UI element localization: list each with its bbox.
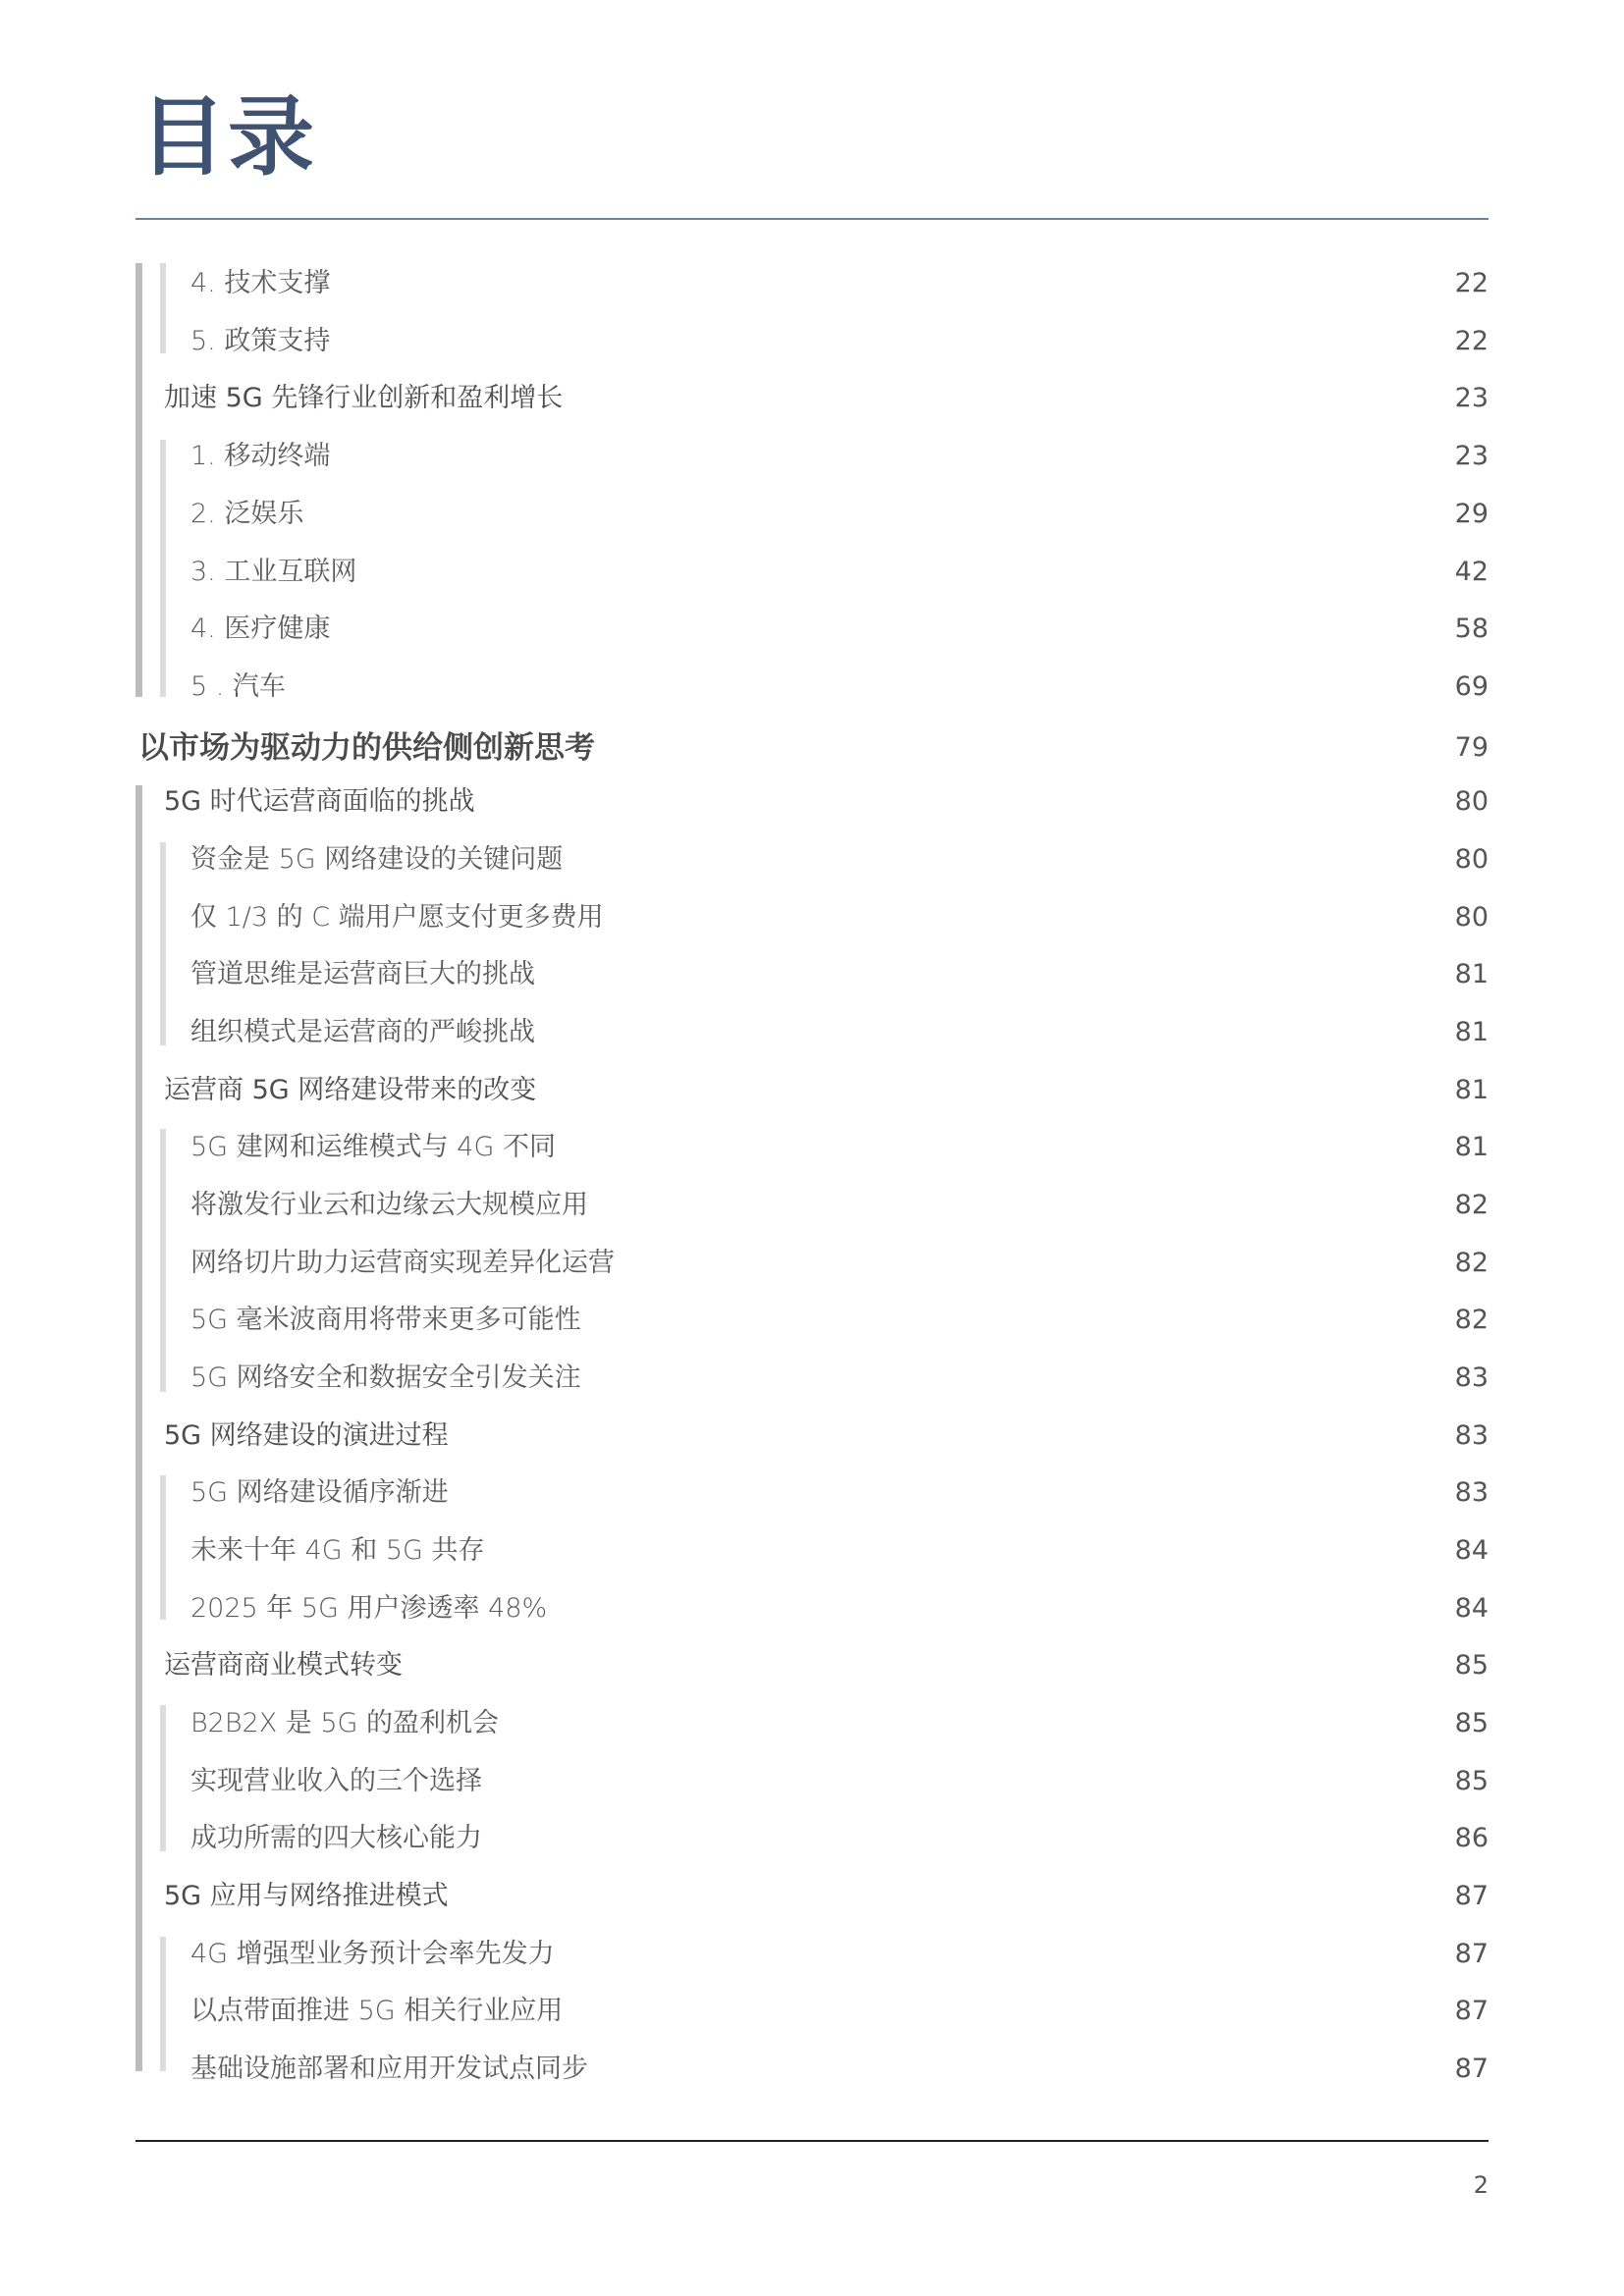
toc-entry[interactable] [0, 667, 1624, 707]
toc-entry-label[interactable]: 1. 移动终端 [190, 441, 331, 471]
toc-entry-label[interactable]: 实现营业收入的三个选择 [190, 1766, 482, 1796]
toc-entry[interactable] [0, 1473, 1624, 1513]
toc-entry[interactable] [0, 840, 1624, 880]
toc-entry-page[interactable]: 23 [1454, 383, 1489, 413]
toc-entry-label[interactable]: 5 . 汽车 [190, 671, 286, 702]
toc-entry-page[interactable]: 84 [1454, 1535, 1489, 1566]
toc-entry-label[interactable]: 仅 1/3 的 C 端用户愿支付更多费用 [190, 902, 604, 933]
toc-entry-page[interactable]: 80 [1454, 786, 1489, 817]
toc-entry-page[interactable]: 82 [1454, 1248, 1489, 1278]
toc-entry-label[interactable]: 网络切片助力运营商实现差异化运营 [190, 1248, 615, 1278]
page-number: 2 [1473, 2171, 1489, 2199]
toc-entry-page[interactable]: 81 [1454, 959, 1489, 989]
toc-entry-label[interactable]: 5. 政策支持 [190, 326, 331, 356]
title-divider [135, 218, 1489, 220]
toc-entry-page[interactable]: 83 [1454, 1420, 1489, 1451]
toc-entry-label[interactable]: 组织模式是运营商的严峻挑战 [190, 1017, 535, 1047]
toc-entry-page[interactable]: 58 [1454, 614, 1489, 644]
toc-entry-label[interactable]: 4. 技术支撑 [190, 268, 331, 298]
toc-entry-page[interactable]: 79 [1454, 732, 1489, 763]
toc-entry[interactable] [0, 955, 1624, 994]
toc-entry[interactable] [0, 1071, 1624, 1110]
toc-entry[interactable] [0, 322, 1624, 361]
toc-entry-label[interactable]: 未来十年 4G 和 5G 共存 [190, 1535, 485, 1566]
toc-entry-label[interactable]: 成功所需的四大核心能力 [190, 1823, 482, 1853]
toc-entry-page[interactable]: 80 [1454, 902, 1489, 933]
toc-entry-page[interactable]: 85 [1454, 1766, 1489, 1796]
toc-entry-label[interactable]: 4. 医疗健康 [190, 614, 331, 644]
toc-entry[interactable] [0, 264, 1624, 303]
toc-entry-label[interactable]: 5G 时代运营商面临的挑战 [164, 786, 475, 817]
toc-entry[interactable] [0, 782, 1624, 822]
footer-divider [135, 2140, 1489, 2142]
toc-entry-page[interactable]: 81 [1454, 1132, 1489, 1162]
toc-entry-page[interactable]: 85 [1454, 1708, 1489, 1738]
toc-entry-page[interactable]: 80 [1454, 844, 1489, 875]
toc-entry[interactable] [0, 1416, 1624, 1456]
toc-entry[interactable] [0, 610, 1624, 649]
toc-entry-label[interactable]: 5G 网络建设的演进过程 [164, 1420, 449, 1451]
toc-entry-page[interactable]: 22 [1454, 268, 1489, 298]
toc-entry-page[interactable]: 87 [1454, 2054, 1489, 2084]
toc-entry[interactable] [0, 1013, 1624, 1052]
toc-entry-label[interactable]: 资金是 5G 网络建设的关键问题 [190, 844, 564, 875]
toc-entry-page[interactable]: 81 [1454, 1017, 1489, 1047]
toc-entry[interactable] [0, 1589, 1624, 1629]
toc-entry[interactable] [0, 1359, 1624, 1398]
toc-entry[interactable] [0, 437, 1624, 476]
toc-entry-page[interactable]: 86 [1454, 1823, 1489, 1853]
toc-entry[interactable] [0, 1244, 1624, 1283]
toc-entry[interactable] [0, 1704, 1624, 1743]
toc-entry[interactable] [0, 1531, 1624, 1571]
toc-entry[interactable] [0, 1992, 1624, 2031]
toc-entry-page[interactable]: 87 [1454, 1881, 1489, 1911]
toc-entry-label[interactable]: B2B2X 是 5G 的盈利机会 [190, 1708, 500, 1738]
toc-entry-page[interactable]: 85 [1454, 1650, 1489, 1681]
toc-entry-page[interactable]: 87 [1454, 1939, 1489, 1969]
toc-entry-page[interactable]: 82 [1454, 1190, 1489, 1220]
toc-entry-label[interactable]: 以点带面推进 5G 相关行业应用 [190, 1996, 564, 2026]
toc-entry-page[interactable]: 69 [1454, 671, 1489, 702]
toc-entry[interactable] [0, 1186, 1624, 1225]
toc-entry-page[interactable]: 42 [1454, 557, 1489, 587]
toc-entry-page[interactable]: 82 [1454, 1305, 1489, 1335]
toc-entry-label[interactable]: 5G 建网和运维模式与 4G 不同 [190, 1132, 556, 1162]
toc-entry-label[interactable]: 将激发行业云和边缘云大规模应用 [190, 1190, 588, 1220]
toc-entry[interactable] [0, 495, 1624, 534]
toc-entry[interactable] [0, 1762, 1624, 1801]
toc-entry-label[interactable]: 5G 网络安全和数据安全引发关注 [190, 1362, 581, 1393]
toc-entry[interactable] [0, 379, 1624, 418]
toc-entry-label[interactable]: 2. 泛娱乐 [190, 499, 304, 529]
toc-entry-page[interactable]: 29 [1454, 499, 1489, 529]
toc-entry[interactable] [0, 1819, 1624, 1858]
toc-entry-label[interactable]: 运营商 5G 网络建设带来的改变 [164, 1075, 537, 1105]
toc-entry-page[interactable]: 83 [1454, 1477, 1489, 1508]
toc-entry-label[interactable]: 2025 年 5G 用户渗透率 48% [190, 1593, 548, 1624]
toc-entry-label[interactable]: 3. 工业互联网 [190, 557, 357, 587]
page-title: 目录 [139, 86, 317, 187]
toc-entry[interactable] [0, 553, 1624, 592]
toc-entry-label[interactable]: 以市场为驱动力的供给侧创新思考 [138, 730, 595, 766]
toc-entry-page[interactable]: 87 [1454, 1996, 1489, 2026]
toc-entry-label[interactable]: 运营商商业模式转变 [164, 1650, 403, 1681]
toc-entry-page[interactable]: 83 [1454, 1362, 1489, 1393]
toc-entry-label[interactable]: 基础设施部署和应用开发试点同步 [190, 2054, 588, 2084]
toc-entry[interactable] [0, 1128, 1624, 1167]
toc-entry-page[interactable]: 22 [1454, 326, 1489, 356]
toc-entry[interactable] [0, 1646, 1624, 1685]
toc-entry-page[interactable]: 23 [1454, 441, 1489, 471]
toc-entry-label[interactable]: 4G 增强型业务预计会率先发力 [190, 1939, 555, 1969]
toc-entry-label[interactable]: 5G 应用与网络推进模式 [164, 1881, 449, 1911]
toc-entry[interactable] [0, 728, 1624, 768]
toc-entry-page[interactable]: 84 [1454, 1593, 1489, 1624]
toc-entry-label[interactable]: 加速 5G 先锋行业创新和盈利增长 [164, 383, 564, 413]
toc-entry[interactable] [0, 2050, 1624, 2089]
toc-entry-label[interactable]: 5G 毫米波商用将带来更多可能性 [190, 1305, 581, 1335]
toc-entry[interactable] [0, 1301, 1624, 1340]
toc-entry-label[interactable]: 5G 网络建设循序渐进 [190, 1477, 449, 1508]
toc-entry-label[interactable]: 管道思维是运营商巨大的挑战 [190, 959, 535, 989]
toc-entry-page[interactable]: 81 [1454, 1075, 1489, 1105]
toc-entry[interactable] [0, 1935, 1624, 1974]
toc-entry[interactable] [0, 1877, 1624, 1916]
toc-entry[interactable] [0, 898, 1624, 937]
